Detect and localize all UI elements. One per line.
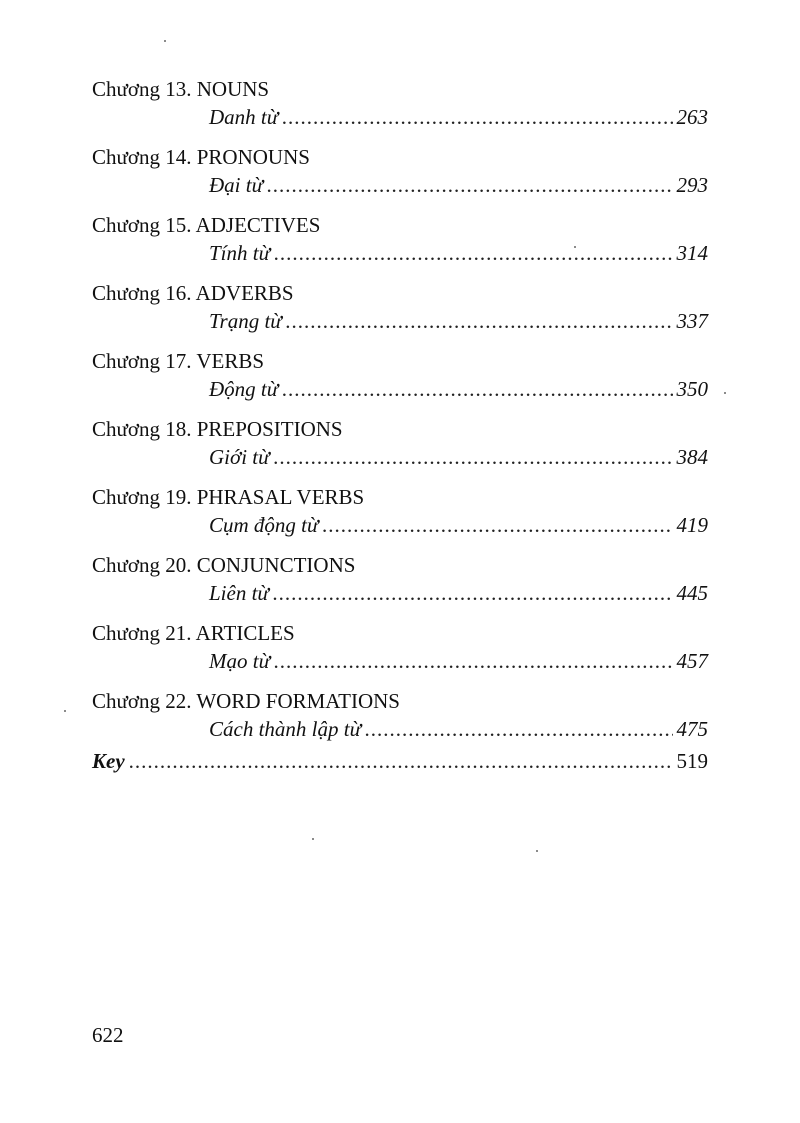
page-reference: 263 <box>676 105 708 129</box>
toc-entry-chapter-16 <box>92 278 708 346</box>
chapter-subtitle: Giới từ <box>209 445 270 469</box>
dot-leader <box>322 510 672 540</box>
chapter-subtitle: Tính từ <box>209 241 271 265</box>
toc-line <box>209 374 708 404</box>
chapter-subtitle: Mạo từ <box>209 649 271 673</box>
page-reference: 350 <box>676 377 708 401</box>
chapter-title: Chương 13. NOUNS <box>92 77 270 101</box>
page-reference: 293 <box>676 173 708 197</box>
toc-entry-chapter-21 <box>92 618 708 686</box>
toc-entry-chapter-17 <box>92 346 708 414</box>
chapter-title: Chương 17. VERBS <box>92 349 265 373</box>
chapter-title: Chương 19. PHRASAL VERBS <box>92 485 365 509</box>
chapter-title: Chương 16. ADVERBS <box>92 281 294 305</box>
toc-entry-chapter-13 <box>92 74 708 142</box>
page-number: 622 <box>92 1023 124 1047</box>
dot-leader <box>282 102 672 132</box>
page-reference: 384 <box>676 445 708 469</box>
chapter-title: Chương 15. ADJECTIVES <box>92 213 321 237</box>
toc-line <box>209 170 708 200</box>
chapter-subtitle: Danh từ <box>209 105 279 129</box>
dot-leader <box>365 714 672 744</box>
chapter-subtitle: Động từ <box>209 377 279 401</box>
toc-entry-key <box>92 746 708 776</box>
toc-line <box>209 714 708 744</box>
toc-entry-chapter-20 <box>92 550 708 618</box>
scan-speck <box>312 838 314 840</box>
chapter-title: Chương 20. CONJUNCTIONS <box>92 553 356 577</box>
toc-line <box>209 578 708 608</box>
chapter-subtitle: Trạng từ <box>209 309 282 333</box>
toc-line <box>209 442 708 472</box>
page-reference: 419 <box>676 513 708 537</box>
page-reference: 445 <box>676 581 708 605</box>
toc-line <box>209 510 708 540</box>
dot-leader <box>129 746 673 776</box>
dot-leader <box>273 578 673 608</box>
chapter-subtitle: Đại từ <box>209 173 264 197</box>
dot-leader <box>286 306 673 336</box>
scan-speck <box>536 850 538 852</box>
toc-line <box>209 238 708 268</box>
scan-speck <box>64 710 66 712</box>
dot-leader <box>267 170 672 200</box>
scan-speck <box>724 392 726 394</box>
page-reference: 457 <box>676 649 708 673</box>
page-reference: 475 <box>676 717 708 741</box>
chapter-subtitle: Cụm động từ <box>209 513 319 537</box>
key-label: Key <box>92 749 125 773</box>
toc-line <box>209 102 708 132</box>
toc-entry-chapter-19 <box>92 482 708 550</box>
scan-speck <box>574 246 576 248</box>
page-reference: 519 <box>676 749 708 773</box>
toc-entry-chapter-22 <box>92 686 708 754</box>
page-reference: 314 <box>676 241 708 265</box>
dot-leader <box>274 238 672 268</box>
chapter-title: Chương 21. ARTICLES <box>92 621 295 645</box>
toc-entry-chapter-14 <box>92 142 708 210</box>
toc-entry-chapter-15 <box>92 210 708 278</box>
chapter-title: Chương 14. PRONOUNS <box>92 145 310 169</box>
dot-leader <box>274 442 673 472</box>
toc-line <box>209 646 708 676</box>
page-reference: 337 <box>676 309 708 333</box>
toc-entry-chapter-18 <box>92 414 708 482</box>
chapter-subtitle: Cách thành lập từ <box>209 717 362 741</box>
dot-leader <box>282 374 672 404</box>
dot-leader <box>274 646 672 676</box>
scan-speck <box>164 40 166 42</box>
table-of-contents <box>92 74 708 754</box>
toc-line <box>209 306 708 336</box>
chapter-title: Chương 22. WORD FORMATIONS <box>92 689 400 713</box>
chapter-subtitle: Liên từ <box>209 581 269 605</box>
chapter-title: Chương 18. PREPOSITIONS <box>92 417 343 441</box>
